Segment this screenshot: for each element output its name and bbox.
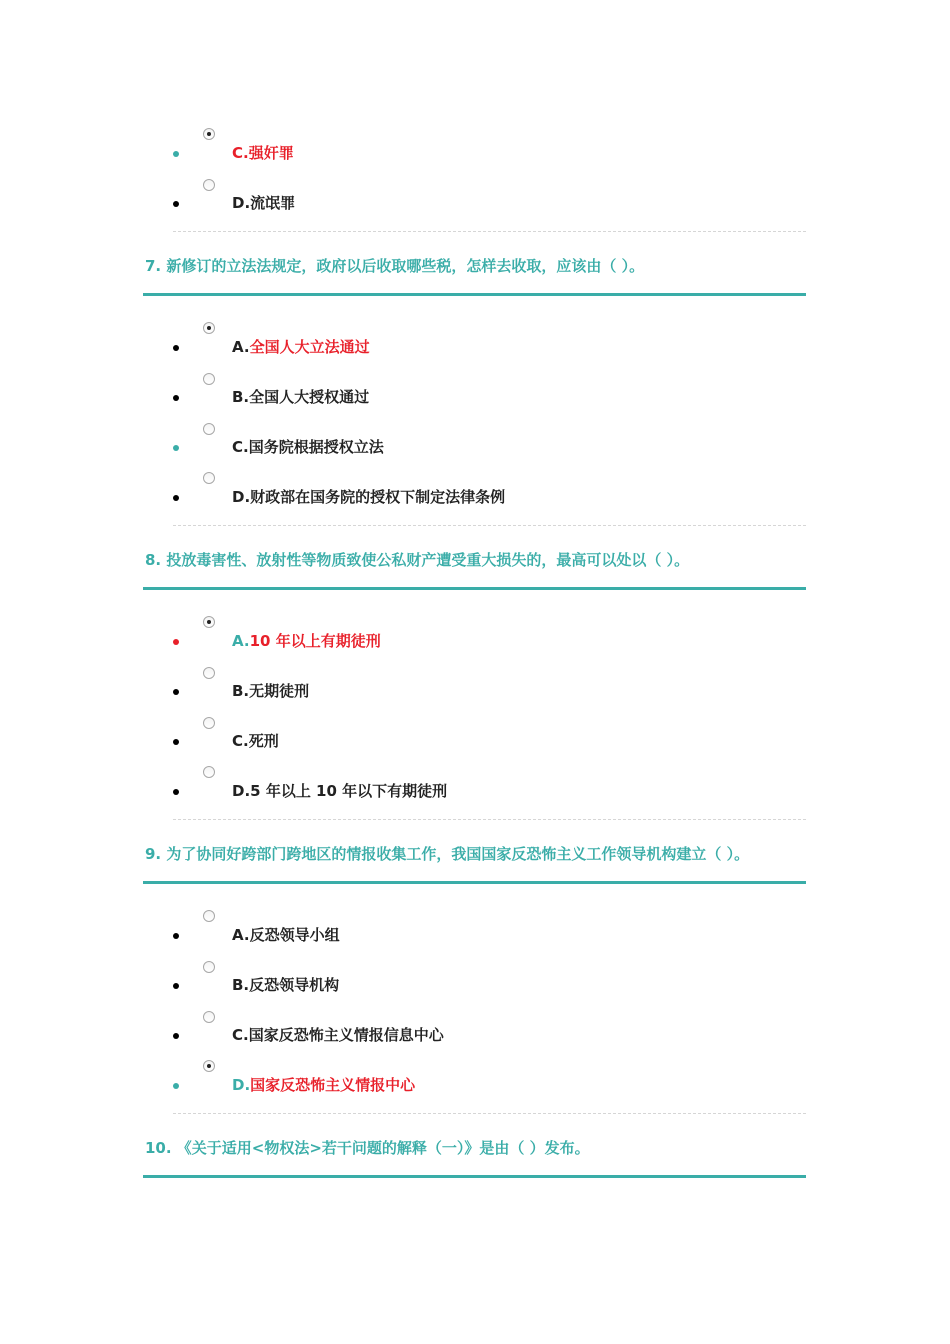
radio-q8-d[interactable] (203, 766, 215, 778)
option-q7-c[interactable]: C.国务院根据授权立法 (232, 438, 384, 456)
option-q8-b[interactable]: B.无期徒刑 (232, 682, 310, 700)
question-divider (143, 293, 806, 296)
option-q9-d[interactable]: D.国家反恐怖主义情报中心 (232, 1076, 416, 1094)
bullet-icon (173, 689, 179, 695)
radio-q7-b[interactable] (203, 373, 215, 385)
question-10-title: 10. 《关于适用<物权法>若干问题的解释（一）》是由（ ）发布。 (145, 1139, 590, 1157)
radio-q9-d[interactable] (203, 1060, 215, 1072)
bullet-icon (173, 151, 179, 157)
bullet-icon (173, 983, 179, 989)
question-divider (143, 881, 806, 884)
option-q9-b[interactable]: B.反恐领导机构 (232, 976, 340, 994)
radio-q9-b[interactable] (203, 961, 215, 973)
option-q8-c[interactable]: C.死刑 (232, 732, 279, 750)
bullet-icon (173, 345, 179, 351)
question-divider (143, 587, 806, 590)
bullet-icon (173, 201, 179, 207)
bullet-icon (173, 1033, 179, 1039)
separator (173, 525, 806, 526)
separator (173, 819, 806, 820)
radio-q8-a[interactable] (203, 616, 215, 628)
question-9-title: 9. 为了协同好跨部门跨地区的情报收集工作，我国国家反恐怖主义工作领导机构建立（ ）。 (145, 845, 750, 863)
radio-q9-a[interactable] (203, 910, 215, 922)
radio-q8-b[interactable] (203, 667, 215, 679)
option-q6-c[interactable]: C.强奸罪 (232, 144, 294, 162)
radio-q7-d[interactable] (203, 472, 215, 484)
radio-q7-c[interactable] (203, 423, 215, 435)
option-q7-b[interactable]: B.全国人大授权通过 (232, 388, 370, 406)
option-q7-a[interactable]: A.全国人大立法通过 (232, 338, 370, 356)
radio-q7-a[interactable] (203, 322, 215, 334)
bullet-icon (173, 445, 179, 451)
radio-q8-c[interactable] (203, 717, 215, 729)
option-q6-d[interactable]: D.流氓罪 (232, 194, 296, 212)
bullet-icon (173, 933, 179, 939)
bullet-icon (173, 395, 179, 401)
radio-q6-c[interactable] (203, 128, 215, 140)
bullet-icon (173, 495, 179, 501)
separator (173, 231, 806, 232)
bullet-icon (173, 739, 179, 745)
radio-q6-d[interactable] (203, 179, 215, 191)
radio-q9-c[interactable] (203, 1011, 215, 1023)
option-q9-c[interactable]: C.国家反恐怖主义情报信息中心 (232, 1026, 444, 1044)
option-q8-d[interactable]: D.5 年以上 10 年以下有期徒刑 (232, 782, 448, 800)
separator (173, 1113, 806, 1114)
bullet-icon (173, 639, 179, 645)
question-8-title: 8. 投放毒害性、放射性等物质致使公私财产遭受重大损失的，最高可以处以（ ）。 (145, 551, 690, 569)
option-q8-a[interactable]: A.10 年以上有期徒刑 (232, 632, 381, 650)
question-7-title: 7. 新修订的立法法规定，政府以后收取哪些税，怎样去收取，应该由（ ）。 (145, 257, 645, 275)
option-q7-d[interactable]: D.财政部在国务院的授权下制定法律条例 (232, 488, 506, 506)
bullet-icon (173, 1083, 179, 1089)
option-q9-a[interactable]: A.反恐领导小组 (232, 926, 340, 944)
bullet-icon (173, 789, 179, 795)
question-divider (143, 1175, 806, 1178)
